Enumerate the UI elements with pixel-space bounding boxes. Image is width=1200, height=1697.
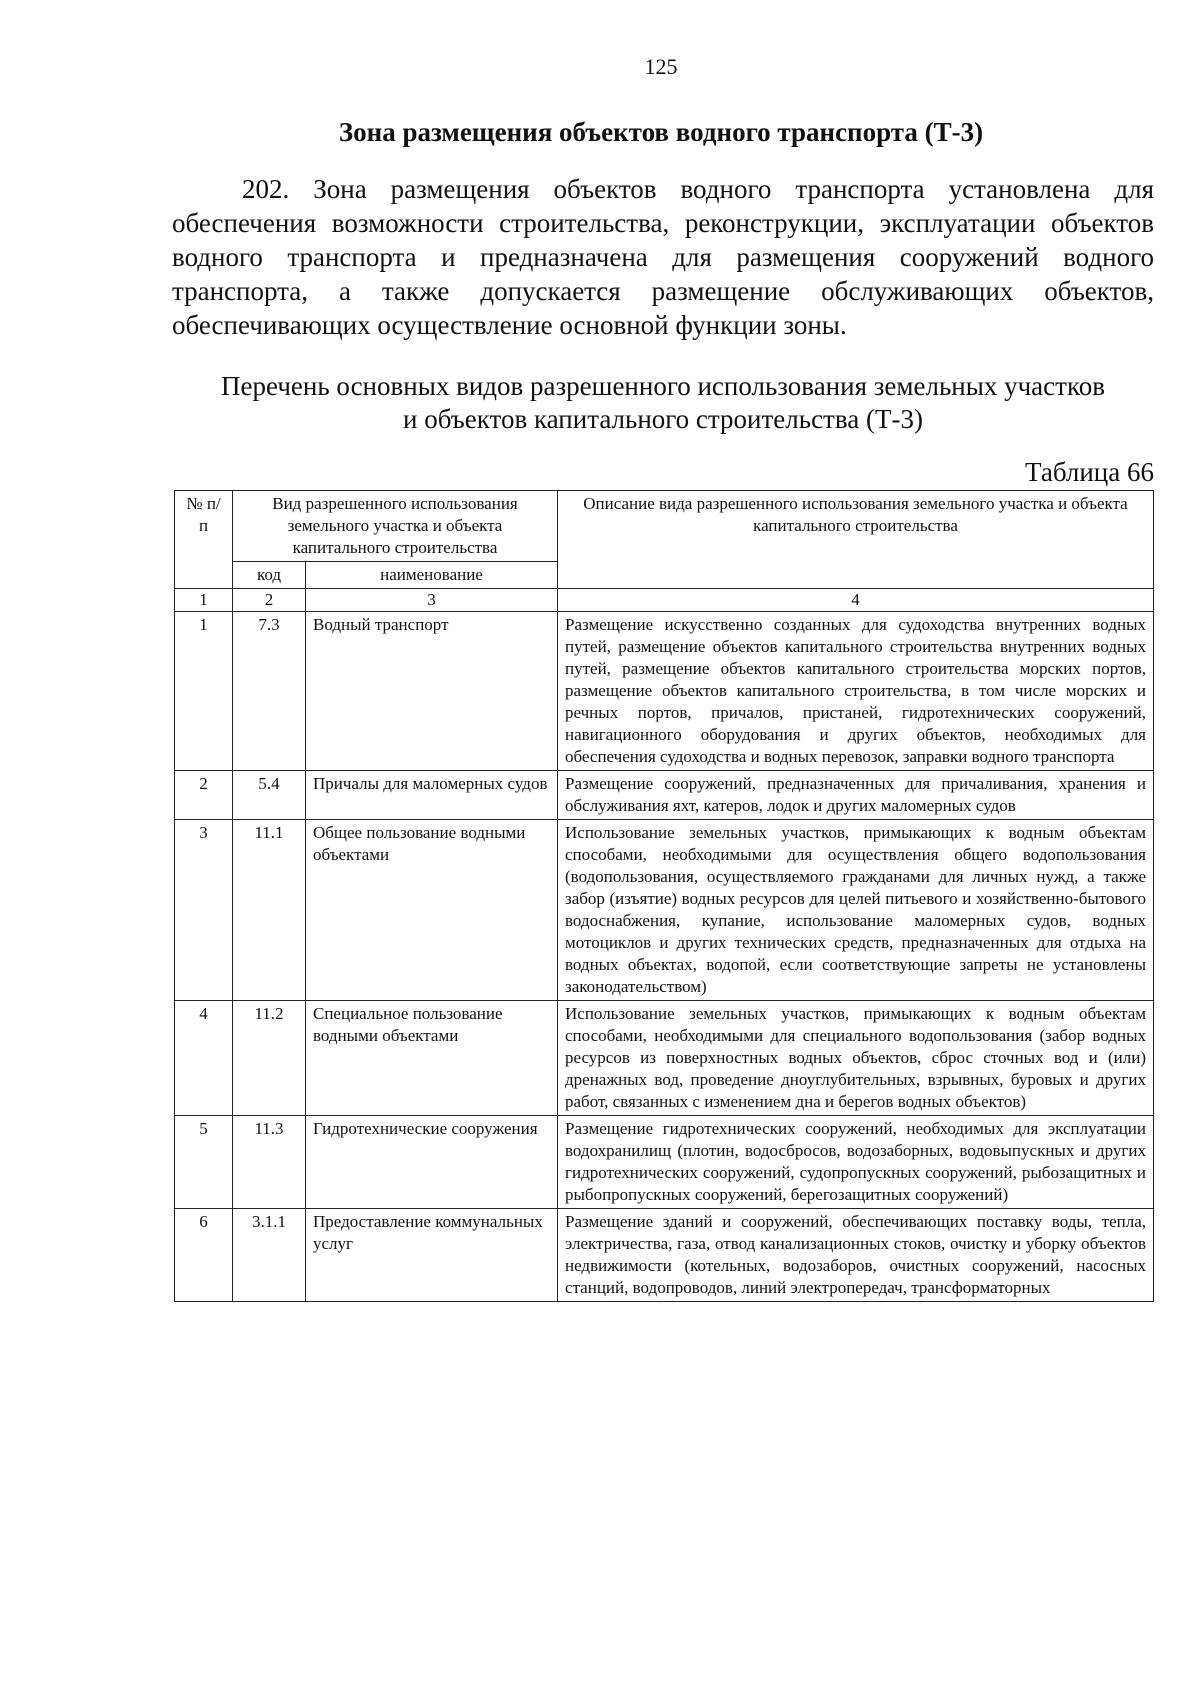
row-num: 2 [175,771,233,820]
row-code: 5.4 [233,771,306,820]
row-name: Общее пользование водными объектами [306,820,558,1001]
column-number: 3 [306,589,558,612]
zone-title: Зона размещения объектов водного транспорта (Т-3) [338,117,984,147]
row-name: Специальное пользование водными объектами [306,1001,558,1116]
header-num: № п/п [175,491,233,589]
row-num: 1 [175,612,233,771]
table-label: Таблица 66 [1025,457,1154,487]
row-num: 5 [175,1116,233,1209]
table-row [175,820,1154,1001]
row-desc: Использование земельных участков, примыкающих к водным объектам способами, необходимыми для специального водопользования (забор водных ресурсов из поверхностных водных объектов, сброс сточных вод и (или) дренажных вод, проведение дноуглубительных, взрывных, буровых и других работ, связанных с изменением дна и берегов водных объектов) [558,1001,1154,1116]
column-number: 4 [558,589,1154,612]
permitted-use-table [174,490,1154,1302]
header-code: код [233,562,306,589]
table-row [175,1001,1154,1116]
table-row [175,612,1154,771]
row-num: 3 [175,820,233,1001]
list-title [172,370,1154,436]
row-num: 6 [175,1209,233,1302]
row-desc: Использование земельных участков, примыкающих к водным объектам способами, необходимыми для осуществления общего водопользования (водопользования, осуществляемого гражданами для личных нужд, а также забор (изъятие) водных ресурсов для целей питьевого и хозяйственно-бытового водоснабжения, купание, использование маломерных судов, водных мотоциклов и других технических средств, предназначенных для отдыха на водных объектах, водопой, если соответствующие запреты не установлены законодательством) [558,820,1154,1001]
row-desc: Размещение сооружений, предназначенных для причаливания, хранения и обслуживания яхт, катеров, лодок и других маломерных судов [558,771,1154,820]
list-title-line2: и объектов капитального строительства (Т-3) [403,404,923,434]
table-header-row [175,491,1154,562]
row-name: Водный транспорт [306,612,558,771]
column-number-row [175,589,1154,612]
row-code: 11.2 [233,1001,306,1116]
table-row [175,771,1154,820]
row-code: 7.3 [233,612,306,771]
row-code: 3.1.1 [233,1209,306,1302]
row-desc: Размещение гидротехнических сооружений, необходимых для эксплуатации водохранилищ (плотин, водосбросов, водозаборных, водовыпускных и других гидротехнических сооружений, судопропускных сооружений, рыбозащитных и рыбопропускных сооружений, берегозащитных сооружений) [558,1116,1154,1209]
table-row [175,1209,1154,1302]
row-name: Причалы для маломерных судов [306,771,558,820]
header-name: наименование [306,562,558,589]
row-desc: Размещение искусственно созданных для судоходства внутренних водных путей, размещение объектов капитального строительства внутренних водных путей, размещение объектов капитального строительства морских портов, размещение объектов капитального строительства, в том числе морских и речных портов, причалов, пристаней, гидротехнических сооружений, навигационного оборудования и других объектов, необходимых для обеспечения судоходства и водных перевозок, заправки водного транспорта [558,612,1154,771]
page-number: 125 [644,54,678,79]
row-code: 11.1 [233,820,306,1001]
row-num: 4 [175,1001,233,1116]
column-number: 1 [175,589,233,612]
row-code: 11.3 [233,1116,306,1209]
row-name: Предоставление коммунальных услуг [306,1209,558,1302]
table-row [175,1116,1154,1209]
row-desc: Размещение зданий и сооружений, обеспечивающих поставку воды, тепла, электричества, газа, отвод канализационных стоков, очистку и уборку объектов недвижимости (котельных, водозаборов, очистных сооружений, насосных станций, водопроводов, линий электропередач, трансформаторных [558,1209,1154,1302]
header-desc: Описание вида разрешенного использования земельного участка и объекта капитального строительства [558,491,1154,589]
paragraph-202: 202. Зона размещения объектов водного транспорта установлена для обеспечения возможности строительства, реконструкции, эксплуатации объектов водного транспорта и предназначена для размещения сооружений водного транспорта, а также допускается размещение обслуживающих объектов, обеспечивающих осуществление основной функции зоны. [172,174,1154,340]
header-kind: Вид разрешенного использования земельного участка и объекта капитального строительства [233,491,558,562]
list-title-line1: Перечень основных видов разрешенного использования земельных участков [221,371,1105,401]
row-name: Гидротехнические сооружения [306,1116,558,1209]
column-number: 2 [233,589,306,612]
